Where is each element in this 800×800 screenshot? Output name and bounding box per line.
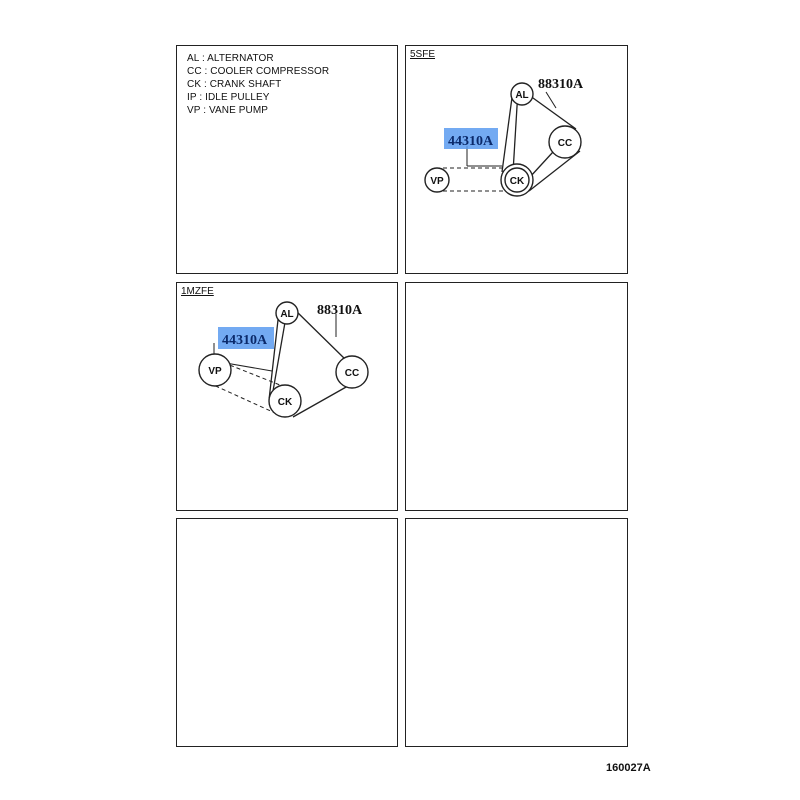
legend-item-ck: CK : CRANK SHAFT [187,79,282,90]
belt-diagram-1mzfe [177,283,399,512]
pulley-al-label-5sfe: AL [515,90,529,101]
engine-label-5sfe: 5SFE [410,49,436,60]
pulley-ck-label-1mzfe: CK [277,397,293,408]
part-main-belt-1mzfe: 88310A [317,303,363,318]
legend-item-cc: CC : COOLER COMPRESSOR [187,66,330,77]
legend [187,52,329,117]
part-vp-belt-1mzfe: 44310A [222,333,268,348]
part-vp-belt-5sfe: 44310A [448,134,494,149]
pulley-vp-label-1mzfe: VP [208,366,222,377]
empty-panel-1 [405,282,628,511]
part-main-belt-5sfe: 88310A [538,77,584,92]
pulley-cc-label-5sfe: CC [557,138,573,149]
empty-panel-2 [176,518,398,747]
belt-diagram-5sfe [406,46,629,275]
panel-1mzfe [176,282,398,511]
legend-item-al: AL : ALTERNATOR [187,53,274,64]
pulley-al-label-1mzfe: AL [280,309,294,320]
pulley-cc-label-1mzfe: CC [344,368,360,379]
legend-item-ip: IP : IDLE PULLEY [187,92,270,103]
legend-panel [176,45,398,274]
empty-panel-3 [405,518,628,747]
panel-5sfe [405,45,628,274]
pulley-vp-label-5sfe: VP [430,176,444,187]
engine-label-1mzfe: 1MZFE [181,286,214,297]
pulley-ck-label-5sfe: CK [509,176,525,187]
diagram-code: 160027A [606,762,651,774]
legend-item-vp: VP : VANE PUMP [187,105,269,116]
